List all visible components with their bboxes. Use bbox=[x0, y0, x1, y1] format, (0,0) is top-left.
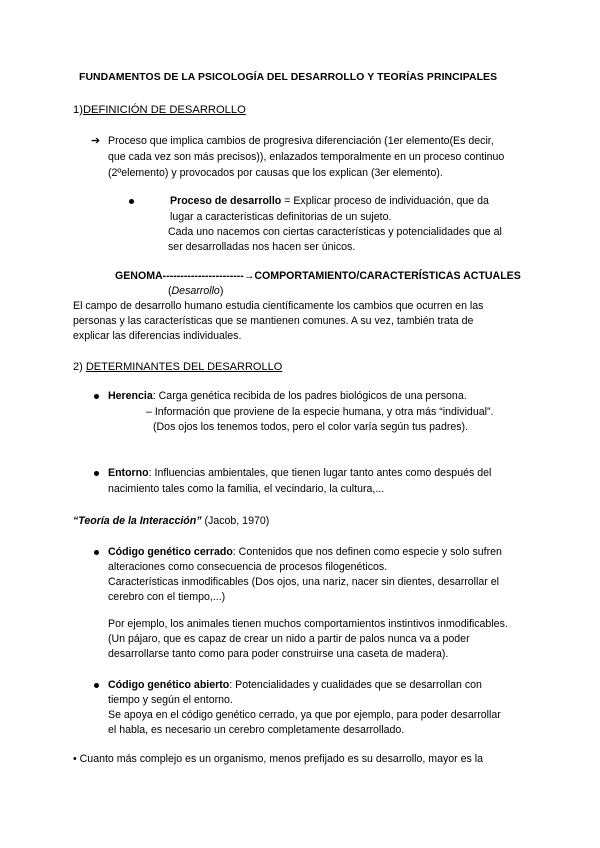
abierto-line-3: Se apoya en el código genético cerrado, ya que por ejemplo, para poder desarrollar bbox=[108, 709, 501, 721]
cerrado-line-3: Características inmodificables (Dos ojos, una nariz, nacer sin dientes, desarrollar el bbox=[108, 576, 499, 588]
abierto-line-4: el habla, es necesario un cerebro completamente desarrollado. bbox=[108, 724, 405, 736]
campo-line-2: personas y las características que se mantienen comunes. A su vez, también trata de bbox=[73, 315, 474, 327]
entorno-bullet-icon bbox=[94, 471, 99, 476]
abierto-line-1 bbox=[108, 677, 482, 693]
cerrado-line-2: alteraciones como consecuencia de procesos filogenéticos. bbox=[108, 561, 388, 573]
teoria-title: “Teoría de la Interacción” bbox=[73, 515, 202, 527]
arrow-line-3: (2ºelemento) y provocados por causas que los explican (3er elemento). bbox=[108, 167, 443, 179]
document-title: FUNDAMENTOS DE LA PSICOLOGÍA DEL DESARROLLO Y TEORÍAS PRINCIPALES bbox=[79, 72, 498, 83]
abierto-bullet-icon bbox=[94, 683, 99, 688]
proceso-bullet-icon bbox=[129, 199, 134, 204]
herencia-line bbox=[108, 388, 467, 404]
proceso-line-4: ser desarrolladas nos hacen ser únicos. bbox=[168, 241, 356, 253]
teoria-reference: (Jacob, 1970) bbox=[201, 515, 270, 527]
herencia-bullet-icon bbox=[94, 394, 99, 399]
desarrollo-word: Desarrollo bbox=[171, 285, 220, 297]
herencia-definition: : Carga genética recibida de los padres biológicos de una persona. bbox=[152, 390, 467, 402]
cerrado-example-line-2: (Un pájaro, que es capaz de crear un nido a partir de palos nunca va a poder bbox=[108, 633, 470, 645]
cerrado-bullet-icon bbox=[94, 550, 99, 555]
proceso-definition: = Explicar proceso de individuación, que da bbox=[281, 195, 489, 207]
section-1-number: 1) bbox=[73, 104, 83, 116]
desarrollo-close: ) bbox=[219, 285, 224, 297]
campo-line-3: explicar las diferencias individuales. bbox=[73, 330, 242, 342]
cerrado-example-line-3: desarrollarse tanto como para poder construirse una caseta de madera). bbox=[108, 648, 449, 660]
section-2-title: DETERMINANTES DEL DESARROLLO bbox=[85, 361, 283, 373]
teoria-heading bbox=[73, 513, 269, 529]
genoma-line: GENOMA-----------------------→COMPORTAMIENTO/CARACTERÍSTICAS ACTUALES bbox=[115, 270, 521, 282]
proceso-line-1 bbox=[170, 193, 489, 209]
section-2-number: 2) bbox=[73, 361, 83, 373]
entorno-line-1 bbox=[108, 465, 491, 481]
desarrollo-caption bbox=[168, 283, 223, 299]
desarrollo-open: ( bbox=[168, 285, 172, 297]
proceso-line-3: Cada uno nacemos con ciertas características y potencialidades que al bbox=[168, 226, 502, 238]
abierto-definition: : Potencialidades y cualidades que se desarrollan con bbox=[229, 679, 482, 691]
entorno-line-2: nacimiento tales como la familia, el vecindario, la cultura,... bbox=[108, 483, 385, 495]
arrow-line-2: que cada vez son más precisos)), enlazados temporalmente en un proceso continuo bbox=[108, 151, 505, 163]
entorno-definition: : Influencias ambientales, que tienen lugar tanto antes como después del bbox=[148, 467, 492, 479]
section-2-heading bbox=[73, 359, 282, 375]
herencia-term: Herencia bbox=[108, 390, 153, 402]
cerrado-definition: : Contenidos que nos definen como especie y solo sufren bbox=[232, 546, 502, 558]
campo-line-1: El campo de desarrollo humano estudia científicamente los cambios que ocurren en las bbox=[73, 300, 484, 312]
cerrado-term: Código genético cerrado bbox=[108, 546, 233, 558]
entorno-term: Entorno bbox=[108, 467, 149, 479]
abierto-line-2: tiempo y según el entorno. bbox=[108, 694, 233, 706]
cerrado-example-line-1: Por ejemplo, los animales tienen muchos comportamientos instintivos inmodificables. bbox=[108, 618, 508, 630]
herencia-example-line: (Dos ojos los tenemos todos, pero el color varía según tus padres). bbox=[153, 421, 469, 433]
arrow-bullet-icon: ➔ bbox=[91, 135, 101, 147]
cerrado-line-1 bbox=[108, 544, 502, 560]
section-1-heading bbox=[73, 102, 246, 118]
section-1-title: DEFINICIÓN DE DESARROLLO bbox=[82, 104, 246, 116]
arrow-line-1: Proceso que implica cambios de progresiva diferenciación (1er elemento(Es decir, bbox=[108, 135, 494, 147]
abierto-term: Código genético abierto bbox=[108, 679, 230, 691]
proceso-line-2: lugar a características definitorias de un sujeto. bbox=[170, 211, 392, 223]
proceso-term: Proceso de desarrollo bbox=[170, 195, 282, 207]
cerrado-line-4: cerebro con el tiempo,...) bbox=[108, 591, 226, 603]
final-line: • Cuanto más complejo es un organismo, menos prefijado es su desarrollo, mayor es la bbox=[73, 753, 484, 765]
herencia-sub-line: – Información que proviene de la especie humana, y otra más “individual”. bbox=[146, 406, 494, 418]
